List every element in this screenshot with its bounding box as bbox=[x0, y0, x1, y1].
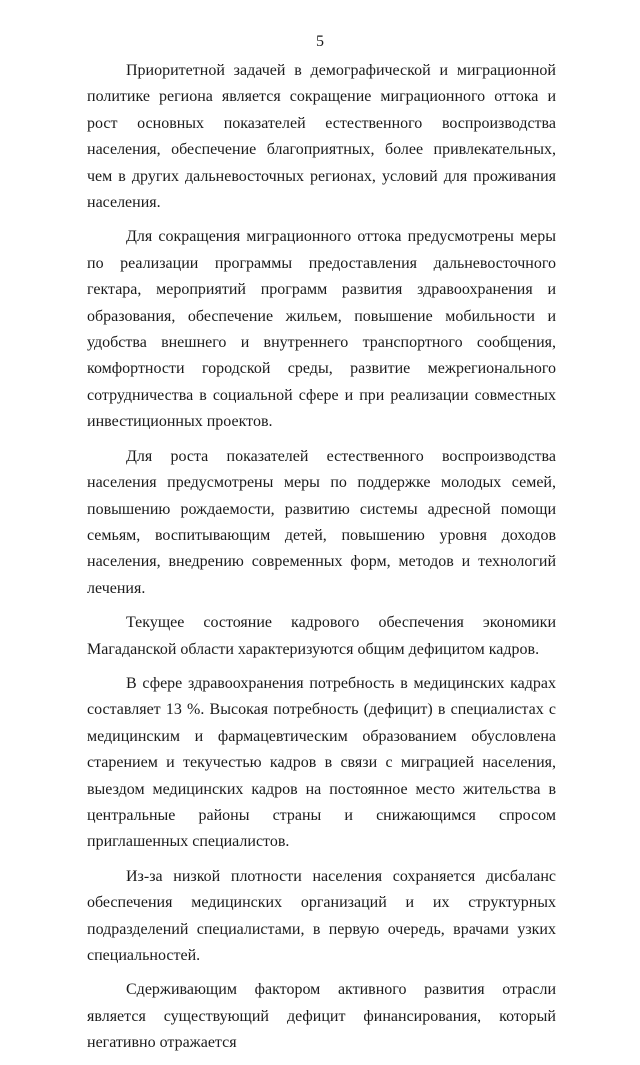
paragraph-2: Для сокращения миграционного оттока предусмотрены меры по реализации программы предоставления дальневосточного гектара, мероприятий программ развития здравоохранения и образования, обеспечение жильем, повышение мобильности и удобства внешнего и внутреннего транспортного сообщения, комфортности городской среды, развитие межрегионального сотрудничества в социальной сфере и при реализации совместных инвестиционных проектов. bbox=[87, 228, 556, 431]
document-body bbox=[87, 58, 556, 1065]
paragraph-5: В сфере здравоохранения потребность в медицинских кадрах составляет 13 %. Высокая потребность (дефицит) в специалистах с медицинским и фармацевтическим образованием обусловлена старением и текучестью кадров в связи с миграцией населения, выездом медицинских кадров на постоянное место жительства в центральные районы страны и снижающимся спросом приглашенных специалистов. bbox=[87, 674, 556, 851]
paragraph-7: Сдерживающим фактором активного развития отрасли является существующий дефицит финансирования, который негативно отражается bbox=[87, 981, 556, 1052]
paragraph-6: Из-за низкой плотности населения сохраняется дисбаланс обеспечения медицинских организаций и их структурных подразделений специалистами, в первую очередь, врачами узких специальностей. bbox=[87, 867, 556, 964]
paragraph-3: Для роста показателей естественного воспроизводства населения предусмотрены меры по поддержке молодых семей, повышению рождаемости, развитию системы адресной помощи семьям, воспитывающим детей, повышению уровня доходов населения, внедрению современных форм, методов и технологий лечения. bbox=[87, 447, 556, 597]
paragraph-4: Текущее состояние кадрового обеспечения экономики Магаданской области характеризуются общим дефицитом кадров. bbox=[87, 614, 556, 658]
page-number: 5 bbox=[316, 33, 324, 50]
paragraph-1: Приоритетной задачей в демографической и миграционной политике региона является сокращение миграционного оттока и рост основных показателей естественного воспроизводства населения, обеспечение благоприятных, более привлекательных, чем в других дальневосточных регионах, условий для проживания населения. bbox=[87, 62, 556, 212]
